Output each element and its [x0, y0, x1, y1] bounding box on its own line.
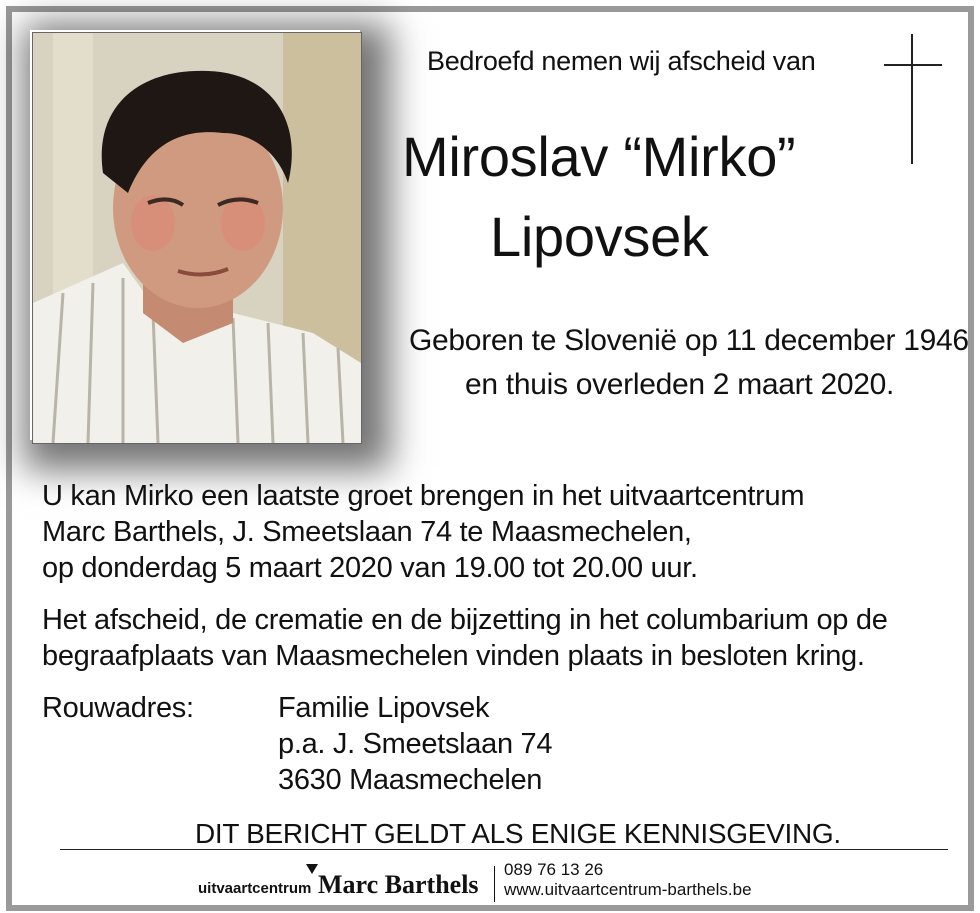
footer-website: www.uitvaartcentrum-barthels.be — [504, 880, 752, 899]
cross-icon — [884, 34, 942, 164]
deceased-name-last: Lipovsek — [490, 205, 709, 268]
intro-text: Bedroefd nemen wij afscheid van — [427, 46, 816, 76]
birth-info: Geboren te Slovenië op 11 december 1946 — [409, 324, 969, 357]
funeral-home-footer — [12, 852, 968, 902]
notice-text: DIT BERICHT GELDT ALS ENIGE KENNISGEVING. — [195, 818, 841, 849]
footer-separator — [494, 866, 495, 902]
triangle-down-icon — [306, 864, 318, 874]
visit-line-3: op donderdag 5 maart 2020 van 19.00 tot 20.00 uur. — [42, 552, 698, 584]
address-line-2: p.a. J. Smeetslaan 74 — [278, 728, 553, 760]
obituary-card — [6, 6, 974, 911]
divider — [60, 849, 948, 850]
address-label: Rouwadres: — [42, 692, 194, 724]
visit-line-1: U kan Mirko een laatste groet brengen in het uitvaartcentrum — [42, 480, 805, 512]
footer-phone: 089 76 13 26 — [504, 860, 604, 879]
address-line-3: 3630 Maasmechelen — [278, 764, 543, 796]
footer-small-label: uitvaartcentrum — [198, 880, 312, 897]
portrait-photo — [32, 32, 362, 444]
farewell-line-1: Het afscheid, de crematie en de bijzetting in het columbarium op de — [42, 604, 888, 636]
footer-brand: Marc Barthels — [318, 870, 479, 899]
death-info: en thuis overleden 2 maart 2020. — [465, 368, 895, 401]
address-line-1: Familie Lipovsek — [278, 692, 490, 724]
farewell-line-2: begraafplaats van Maasmechelen vinden plaats in besloten kring. — [42, 640, 865, 672]
visit-line-2: Marc Barthels, J. Smeetslaan 74 te Maasmechelen, — [42, 516, 692, 548]
deceased-name-first: Miroslav “Mirko” — [402, 125, 796, 188]
